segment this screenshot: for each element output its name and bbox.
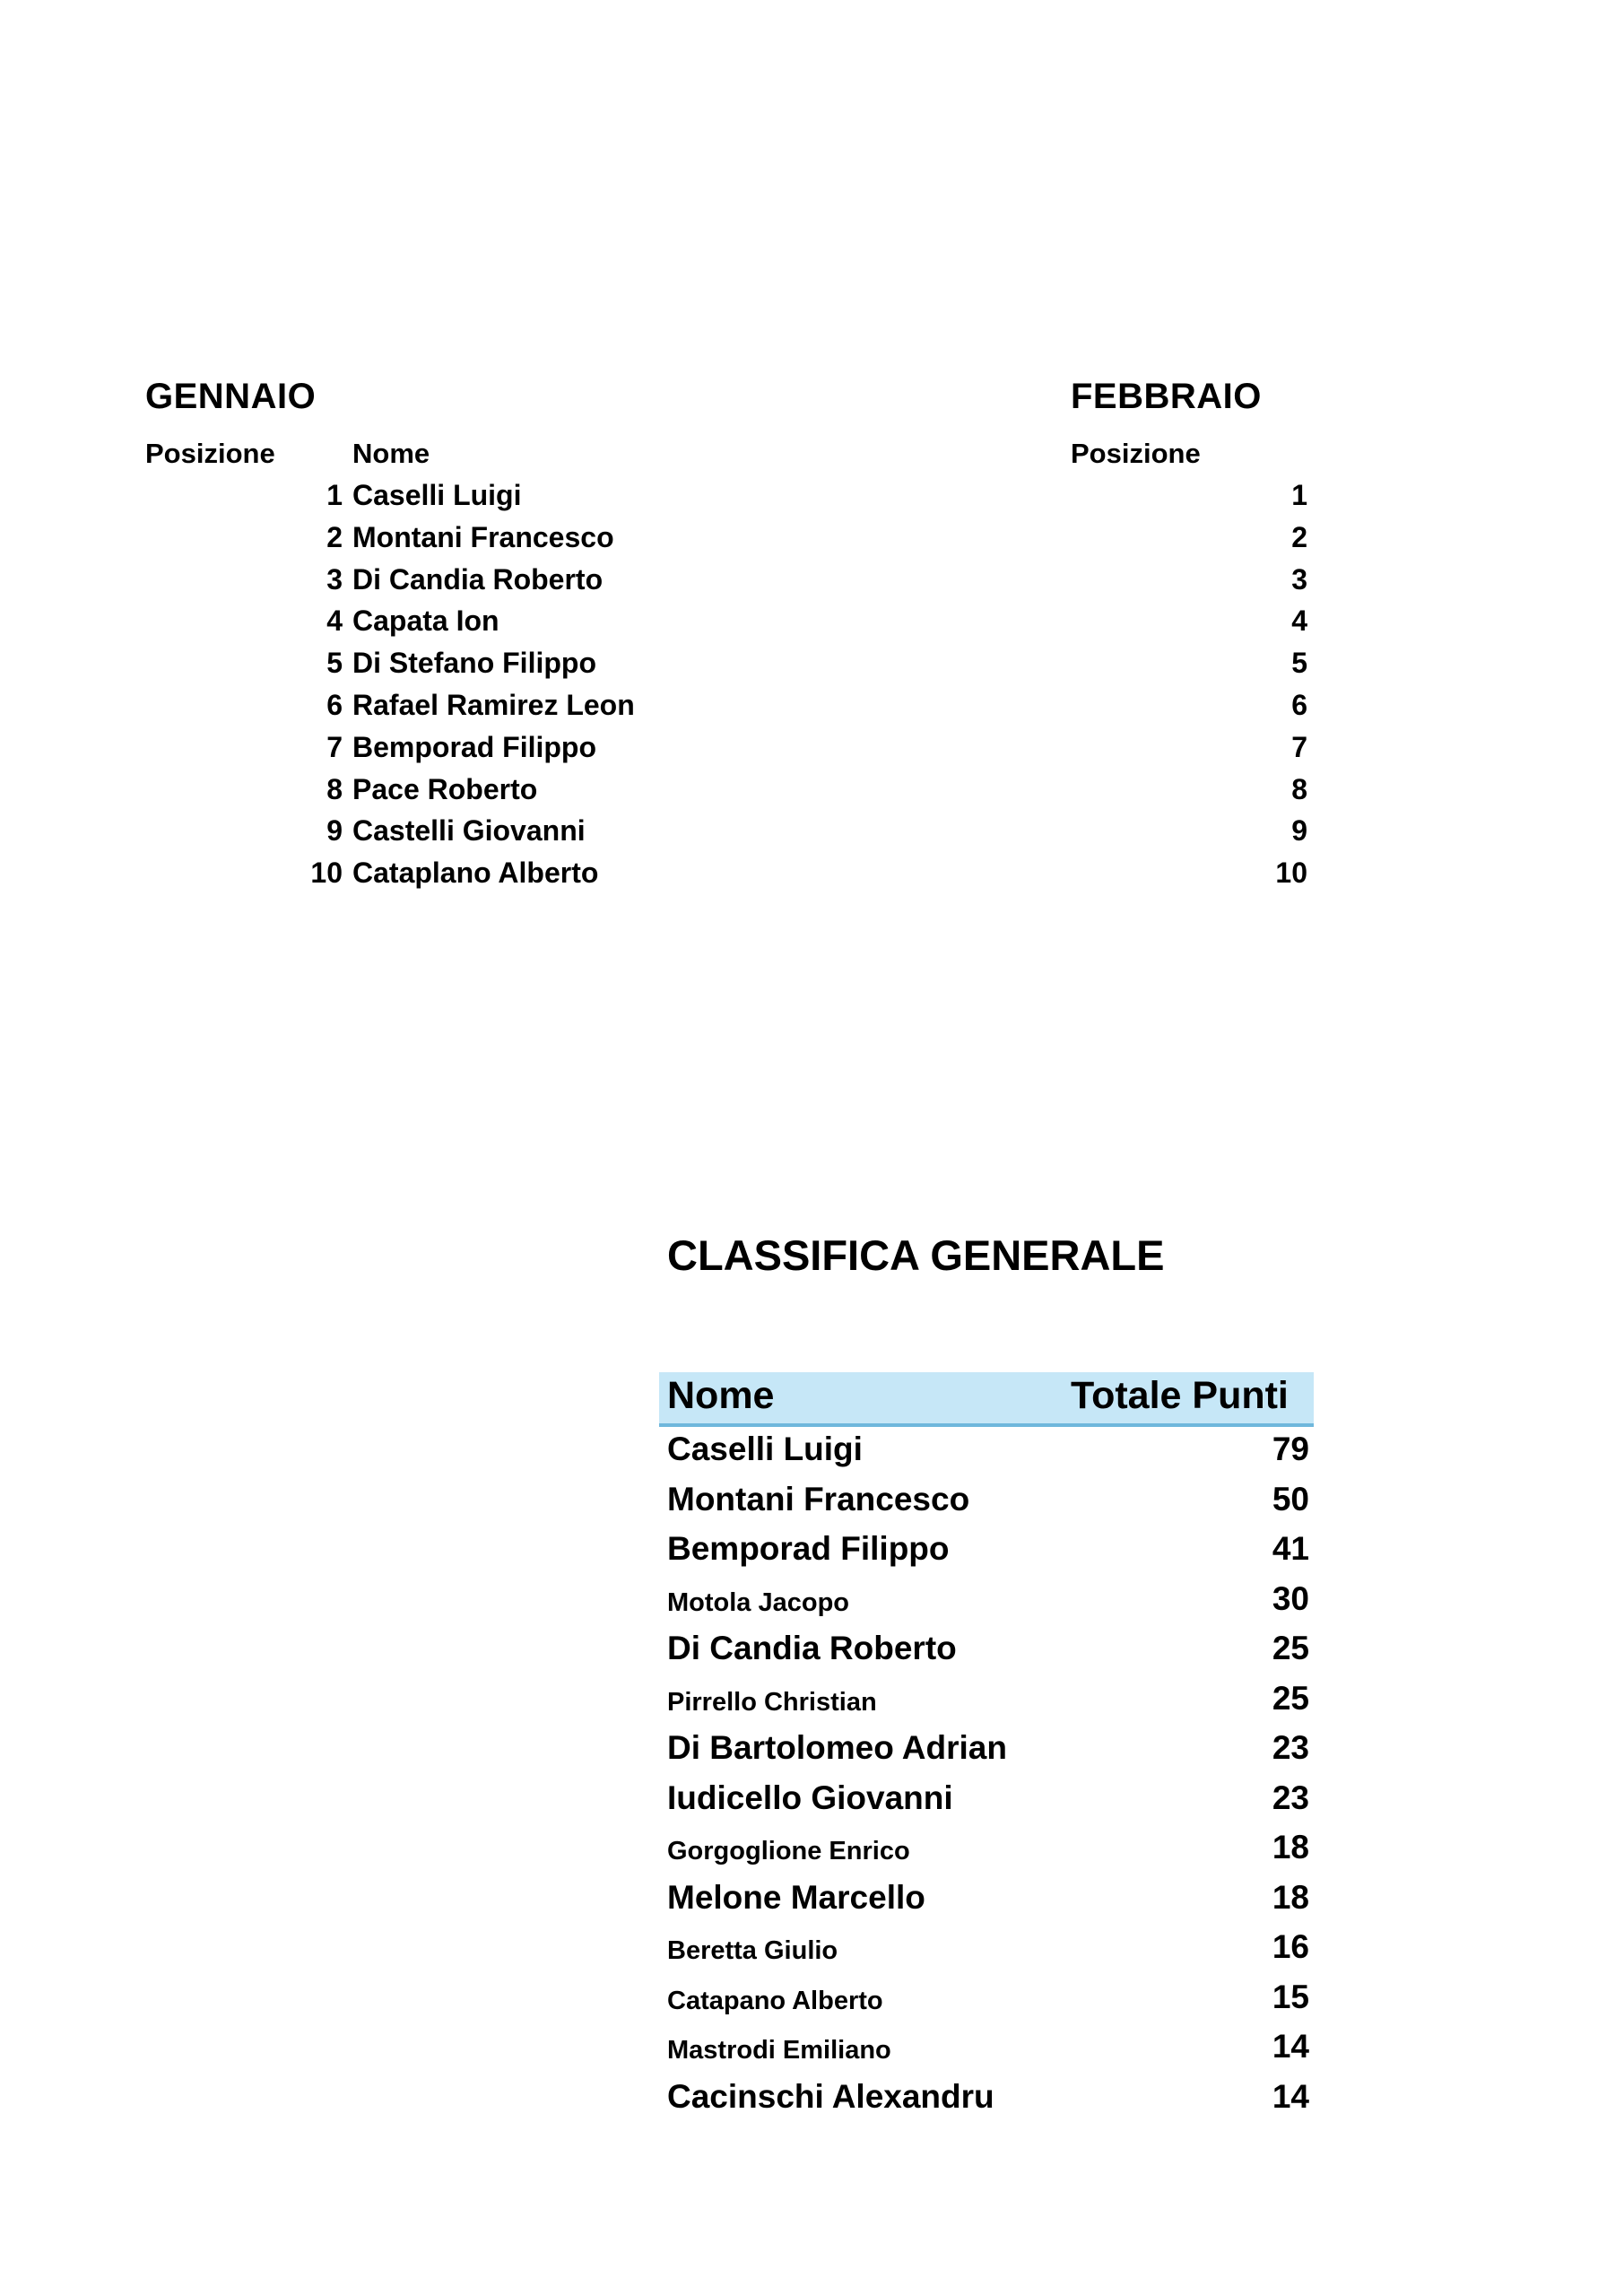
january-title: GENNAIO bbox=[145, 377, 317, 416]
january-row-name: Di Candia Roberto bbox=[352, 563, 604, 596]
february-title: FEBBRAIO bbox=[1071, 377, 1262, 416]
general-row-name: Catapano Alberto bbox=[667, 1987, 883, 2015]
general-row-name: Bemporad Filippo bbox=[667, 1530, 950, 1567]
general-row-name: Motola Jacopo bbox=[667, 1588, 850, 1617]
general-row-name: Iudicello Giovanni bbox=[667, 1779, 953, 1816]
february-row-position: 1 bbox=[1291, 479, 1307, 511]
february-row-position: 3 bbox=[1291, 563, 1307, 596]
general-ranking-title: CLASSIFICA GENERALE bbox=[667, 1231, 1165, 1279]
january-name-header: Nome bbox=[352, 438, 430, 469]
february-row-position: 4 bbox=[1291, 604, 1307, 637]
general-row-points: 18 bbox=[1272, 1879, 1309, 1916]
general-row-name: Montani Francesco bbox=[667, 1481, 970, 1518]
february-position-header: Posizione bbox=[1071, 438, 1201, 469]
general-row-points: 25 bbox=[1272, 1680, 1309, 1717]
general-row-points: 41 bbox=[1272, 1530, 1309, 1567]
general-row-name: Di Candia Roberto bbox=[667, 1630, 957, 1666]
general-row-points: 25 bbox=[1272, 1630, 1309, 1666]
general-row-points: 14 bbox=[1272, 2028, 1309, 2065]
general-row-name: Pirrello Christian bbox=[667, 1688, 877, 1717]
general-row-points: 50 bbox=[1272, 1481, 1309, 1518]
general-row-points: 15 bbox=[1272, 1979, 1309, 2015]
general-row-name: Di Bartolomeo Adrian bbox=[667, 1729, 1007, 1766]
january-row-position: 7 bbox=[326, 731, 343, 763]
january-position-header: Posizione bbox=[145, 438, 275, 469]
february-row-position: 7 bbox=[1291, 731, 1307, 763]
january-row-position: 10 bbox=[310, 857, 343, 889]
february-row-position: 6 bbox=[1291, 689, 1307, 721]
general-row-points: 79 bbox=[1272, 1431, 1309, 1467]
january-row-position: 8 bbox=[326, 773, 343, 805]
general-name-header: Nome bbox=[667, 1374, 775, 1417]
january-row-name: Castelli Giovanni bbox=[352, 814, 586, 847]
general-row-points: 23 bbox=[1272, 1729, 1309, 1766]
general-row-points: 23 bbox=[1272, 1779, 1309, 1816]
january-row-position: 2 bbox=[326, 521, 343, 553]
january-row-name: Di Stefano Filippo bbox=[352, 647, 596, 679]
february-row-position: 10 bbox=[1275, 857, 1307, 889]
general-row-points: 18 bbox=[1272, 1829, 1309, 1866]
january-row-position: 3 bbox=[326, 563, 343, 596]
general-row-name: Melone Marcello bbox=[667, 1879, 925, 1916]
january-row-position: 6 bbox=[326, 689, 343, 721]
january-row-name: Capata Ion bbox=[352, 604, 499, 637]
january-row-position: 4 bbox=[326, 604, 343, 637]
general-points-header: Totale Punti bbox=[1071, 1374, 1289, 1417]
february-row-position: 9 bbox=[1291, 814, 1307, 847]
january-row-position: 1 bbox=[326, 479, 343, 511]
february-row-position: 8 bbox=[1291, 773, 1307, 805]
january-row-name: Bemporad Filippo bbox=[352, 731, 596, 763]
january-row-position: 9 bbox=[326, 814, 343, 847]
january-row-position: 5 bbox=[326, 647, 343, 679]
general-row-name: Mastrodi Emiliano bbox=[667, 2036, 891, 2065]
january-row-name: Pace Roberto bbox=[352, 773, 538, 805]
general-row-points: 16 bbox=[1272, 1928, 1309, 1965]
february-row-position: 5 bbox=[1291, 647, 1307, 679]
general-row-name: Gorgoglione Enrico bbox=[667, 1837, 910, 1866]
general-row-name: Cacinschi Alexandru bbox=[667, 2078, 994, 2115]
general-row-points: 14 bbox=[1272, 2078, 1309, 2115]
february-row-position: 2 bbox=[1291, 521, 1307, 553]
january-row-name: Caselli Luigi bbox=[352, 479, 522, 511]
january-row-name: Rafael Ramirez Leon bbox=[352, 689, 635, 721]
general-row-name: Caselli Luigi bbox=[667, 1431, 863, 1467]
general-row-name: Beretta Giulio bbox=[667, 1936, 838, 1965]
general-row-points: 30 bbox=[1272, 1580, 1309, 1617]
january-row-name: Montani Francesco bbox=[352, 521, 614, 553]
january-row-name: Cataplano Alberto bbox=[352, 857, 599, 889]
